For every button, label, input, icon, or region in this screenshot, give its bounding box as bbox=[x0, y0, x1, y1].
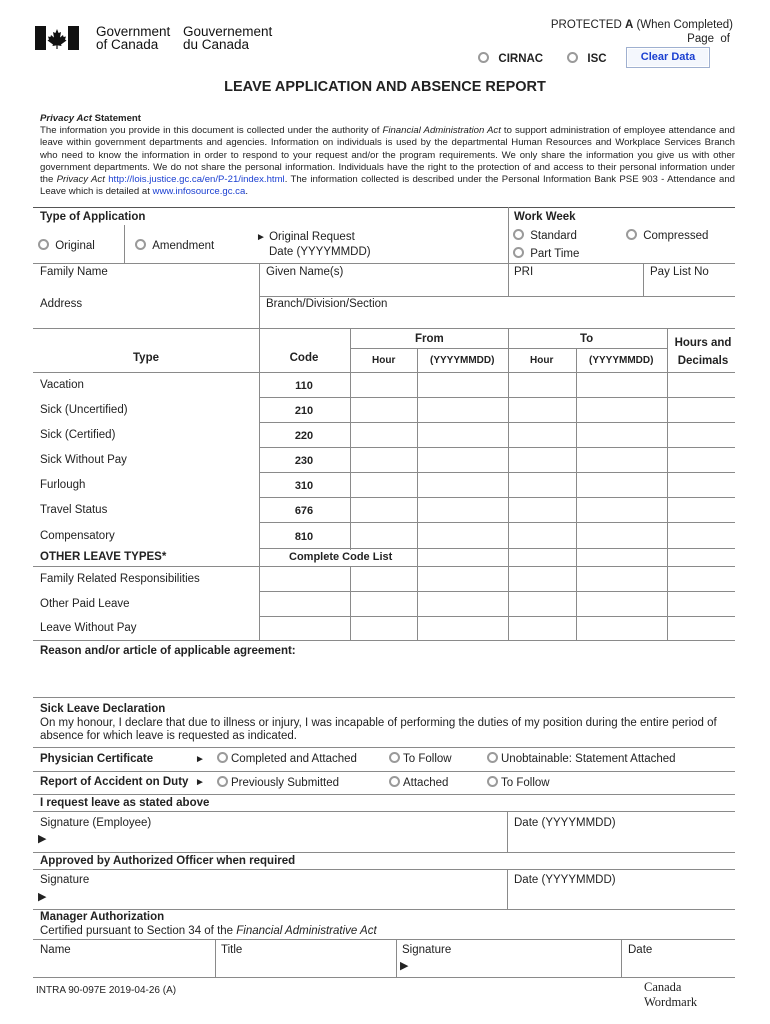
pointer-arrow-icon: ▶ bbox=[400, 960, 409, 972]
radio-previously-submitted[interactable]: Previously Submitted bbox=[217, 776, 339, 789]
clear-data-button[interactable]: Clear Data bbox=[626, 47, 710, 68]
employee-date-field[interactable]: Date (YYYYMMDD) bbox=[514, 817, 616, 829]
government-name-en: Government of Canada bbox=[96, 24, 171, 52]
privacy-heading: Privacy Act Statement bbox=[40, 113, 141, 124]
sick-declaration-text: On my honour, I declare that due to illness or injury, I was incapable of performing the duties of my position during the entire period of absence for which leave is requested as indicated. bbox=[40, 717, 717, 742]
radio-circle-icon bbox=[38, 239, 49, 250]
table-row: Sick Without Pay bbox=[40, 454, 127, 466]
col-from-header: From bbox=[415, 333, 444, 345]
family-name-field[interactable]: Family Name bbox=[40, 266, 108, 278]
leave-code: 810 bbox=[294, 531, 314, 543]
radio-completed-attached[interactable]: Completed and Attached bbox=[217, 752, 357, 765]
col-to-header: To bbox=[580, 333, 594, 345]
table-row: Leave Without Pay bbox=[40, 622, 137, 634]
type-of-application-label: Type of Application bbox=[40, 211, 146, 223]
infosource-link[interactable]: www.infosource.gc.ca bbox=[152, 186, 246, 198]
pay-list-no-field[interactable]: Pay List No bbox=[650, 266, 709, 278]
address-field[interactable]: Address bbox=[40, 298, 83, 310]
radio-circle-icon bbox=[217, 776, 228, 787]
radio-circle-icon bbox=[487, 776, 498, 787]
radio-to-follow[interactable]: To Follow bbox=[389, 752, 452, 765]
leave-code: 110 bbox=[295, 380, 313, 392]
physician-certificate-label: Physician Certificate bbox=[40, 753, 154, 765]
other-leave-types-label: OTHER LEAVE TYPES* bbox=[40, 551, 167, 563]
radio-accident-to-follow[interactable]: To Follow bbox=[487, 776, 550, 789]
col-to-date-header: (YYYYMMDD) bbox=[589, 355, 654, 366]
radio-circle-icon bbox=[567, 52, 578, 63]
government-name-fr: Gouvernement du Canada bbox=[183, 24, 273, 52]
radio-circle-icon bbox=[217, 752, 228, 763]
pointer-arrow-icon: ▶ bbox=[38, 891, 47, 903]
col-to-hour-header: Hour bbox=[530, 355, 554, 366]
manager-name-field[interactable]: Name bbox=[40, 944, 71, 956]
table-row: Other Paid Leave bbox=[40, 598, 130, 610]
manager-signature-field[interactable]: Signature bbox=[402, 944, 452, 956]
radio-unobtainable[interactable]: Unobtainable: Statement Attached bbox=[487, 752, 676, 765]
radio-circle-icon bbox=[626, 229, 637, 240]
leave-code: 310 bbox=[294, 480, 314, 492]
radio-circle-icon bbox=[389, 776, 400, 787]
radio-standard[interactable]: Standard bbox=[513, 229, 577, 242]
radio-cirnac[interactable]: CIRNAC bbox=[478, 52, 543, 65]
officer-signature-field[interactable]: Signature bbox=[40, 874, 90, 886]
leave-code: 676 bbox=[294, 505, 314, 517]
leave-code: 230 bbox=[294, 455, 314, 467]
pointer-arrow-icon: ▶ bbox=[38, 833, 47, 845]
approved-by-label: Approved by Authorized Officer when required bbox=[40, 855, 296, 867]
work-week-label: Work Week bbox=[514, 211, 576, 223]
manager-date-field[interactable]: Date bbox=[628, 944, 653, 956]
col-from-date-header: (YYYYMMDD) bbox=[430, 355, 495, 366]
radio-original[interactable]: Original bbox=[38, 239, 95, 252]
privacy-statement bbox=[40, 113, 735, 198]
radio-circle-icon bbox=[478, 52, 489, 63]
pointer-arrow-icon: ► bbox=[256, 232, 266, 243]
manager-authorization-heading: Manager Authorization bbox=[40, 911, 165, 923]
radio-isc[interactable]: ISC bbox=[567, 52, 607, 65]
pointer-arrow-icon: ► bbox=[195, 777, 205, 788]
request-stated-label: I request leave as stated above bbox=[40, 797, 210, 809]
table-row: Compensatory bbox=[40, 530, 115, 542]
branch-field[interactable]: Branch/Division/Section bbox=[266, 298, 388, 310]
pointer-arrow-icon: ► bbox=[195, 754, 205, 765]
radio-amendment[interactable]: Amendment bbox=[135, 239, 214, 252]
canada-flag-logo bbox=[35, 26, 79, 50]
protected-label: PROTECTED A (When Completed) bbox=[550, 19, 733, 31]
sick-declaration-heading: Sick Leave Declaration bbox=[40, 703, 166, 715]
table-row: Family Related Responsibilities bbox=[40, 573, 200, 585]
radio-part-time[interactable]: Part Time bbox=[513, 247, 579, 260]
page-label: Page of bbox=[687, 33, 730, 45]
canada-wordmark: Canada Wordmark bbox=[644, 980, 698, 1009]
employee-signature-field[interactable]: Signature (Employee) bbox=[40, 817, 152, 829]
table-row: Furlough bbox=[40, 479, 86, 491]
radio-attached[interactable]: Attached bbox=[389, 776, 448, 789]
manager-certified-text: Certified pursuant to Section 34 of the Financial Administrative Act bbox=[40, 925, 377, 937]
table-row: Travel Status bbox=[40, 504, 108, 516]
form-id: INTRA 90-097E 2019-04-26 (A) bbox=[36, 985, 177, 996]
given-names-field[interactable]: Given Name(s) bbox=[266, 266, 344, 278]
justice-link[interactable]: http://lois.justice.gc.ca/en/P-21/index.html bbox=[108, 174, 285, 186]
officer-date-field[interactable]: Date (YYYYMMDD) bbox=[514, 874, 616, 886]
radio-circle-icon bbox=[487, 752, 498, 763]
complete-code-list-link[interactable]: Complete Code List bbox=[289, 551, 393, 563]
radio-circle-icon bbox=[513, 247, 524, 258]
table-row: Sick (Uncertified) bbox=[40, 404, 128, 416]
table-row: Sick (Certified) bbox=[40, 429, 116, 441]
accident-report-label: Report of Accident on Duty bbox=[40, 776, 189, 788]
table-row: Vacation bbox=[40, 379, 84, 391]
col-code-header: Code bbox=[289, 352, 319, 364]
radio-compressed[interactable]: Compressed bbox=[626, 229, 708, 242]
privacy-body: The information you provide in this document is collected under the authority of Financial Administration Act to support administration of employee attendance and leave within government departments and agencies. Information on individuals is used by the departmental Human Resources and Workplace Services Branch who need to know the information in order to respond to your request and/or the program requirements. We only share the information you give us with other government departments. We do not share the personal information. Individuals have the right to the protection of and access to their personal information under the Privacy Act http://lois.justice.gc.ca/en/P-21/index.html. The information collected is described under the Personal Information Bank PSE 903 - Attendance and Leave which is detailed at www.infosource.gc.ca. bbox=[40, 125, 735, 198]
form-title: LEAVE APPLICATION AND ABSENCE REPORT bbox=[224, 79, 546, 95]
radio-circle-icon bbox=[135, 239, 146, 250]
radio-circle-icon bbox=[513, 229, 524, 240]
reason-field[interactable]: Reason and/or article of applicable agreement: bbox=[40, 645, 296, 657]
col-type-header: Type bbox=[133, 352, 159, 364]
original-request-date-label: ► Original Request Date (YYYYMMDD) bbox=[256, 231, 371, 258]
pri-field[interactable]: PRI bbox=[514, 266, 534, 278]
manager-title-field[interactable]: Title bbox=[221, 944, 243, 956]
radio-circle-icon bbox=[389, 752, 400, 763]
col-from-hour-header: Hour bbox=[372, 355, 396, 366]
leave-code: 210 bbox=[294, 405, 314, 417]
leave-code: 220 bbox=[294, 430, 314, 442]
col-hours-header: Hours and Decimals bbox=[674, 337, 732, 367]
